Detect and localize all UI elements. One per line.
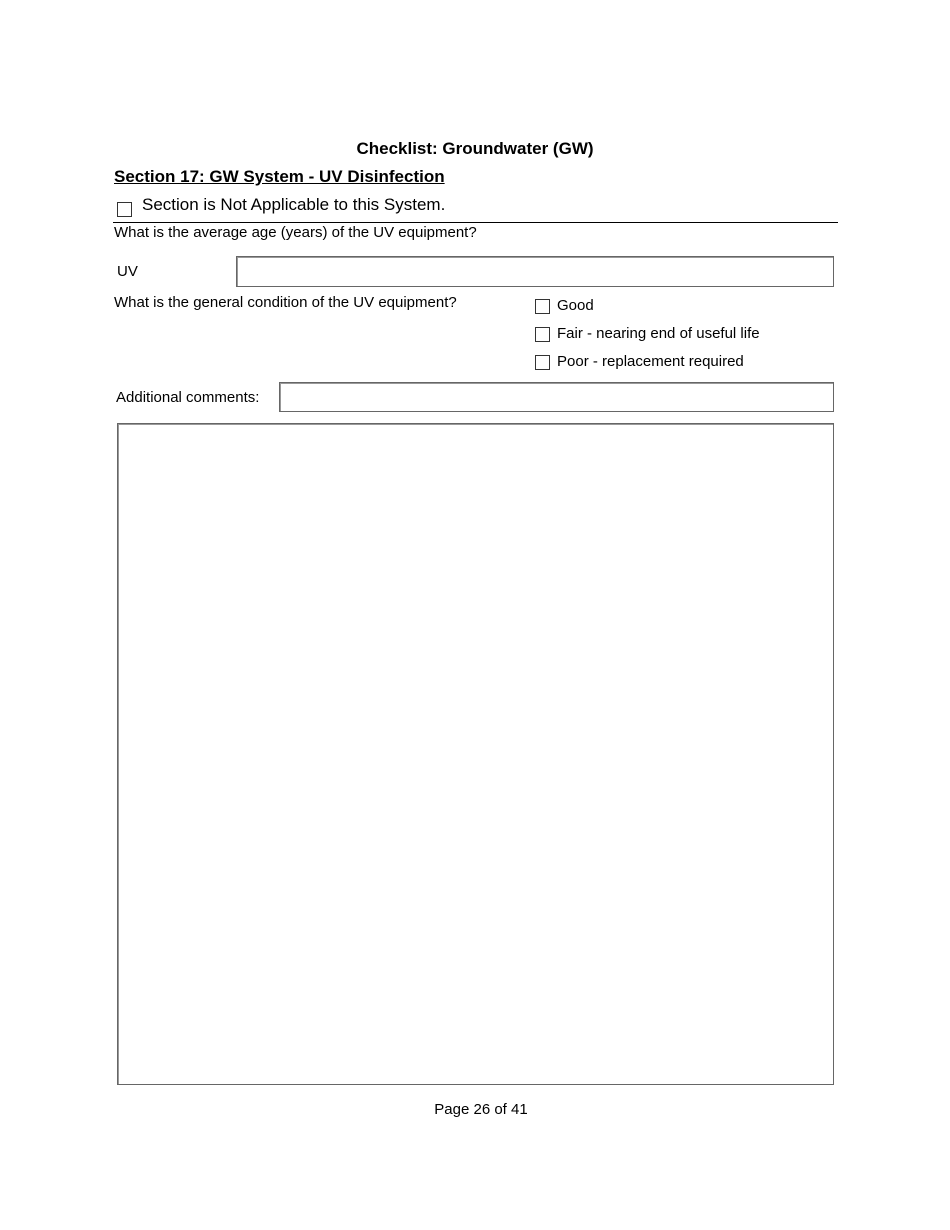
comments-text-area[interactable] bbox=[117, 423, 834, 1085]
additional-comments-field[interactable] bbox=[279, 382, 834, 412]
question-uv-condition: What is the general condition of the UV equipment? bbox=[114, 294, 457, 311]
question-uv-age: What is the average age (years) of the UV equipment? bbox=[114, 224, 477, 241]
document-title: Checklist: Groundwater (GW) bbox=[356, 139, 594, 158]
section-divider bbox=[113, 222, 838, 223]
uv-age-field[interactable] bbox=[236, 256, 834, 287]
condition-fair-checkbox[interactable] bbox=[535, 327, 550, 342]
not-applicable-checkbox[interactable] bbox=[117, 202, 132, 217]
condition-poor-checkbox[interactable] bbox=[535, 355, 550, 370]
additional-comments-label: Additional comments: bbox=[116, 389, 260, 406]
condition-fair-label: Fair - nearing end of useful life bbox=[557, 325, 760, 342]
condition-good-label: Good bbox=[557, 297, 594, 314]
section-heading: Section 17: GW System - UV Disinfection bbox=[114, 167, 445, 186]
condition-good-checkbox[interactable] bbox=[535, 299, 550, 314]
page-number: Page 26 of 41 bbox=[434, 1101, 528, 1118]
uv-row-label: UV bbox=[117, 263, 138, 280]
not-applicable-label: Section is Not Applicable to this System. bbox=[142, 195, 446, 214]
condition-poor-label: Poor - replacement required bbox=[557, 353, 744, 370]
